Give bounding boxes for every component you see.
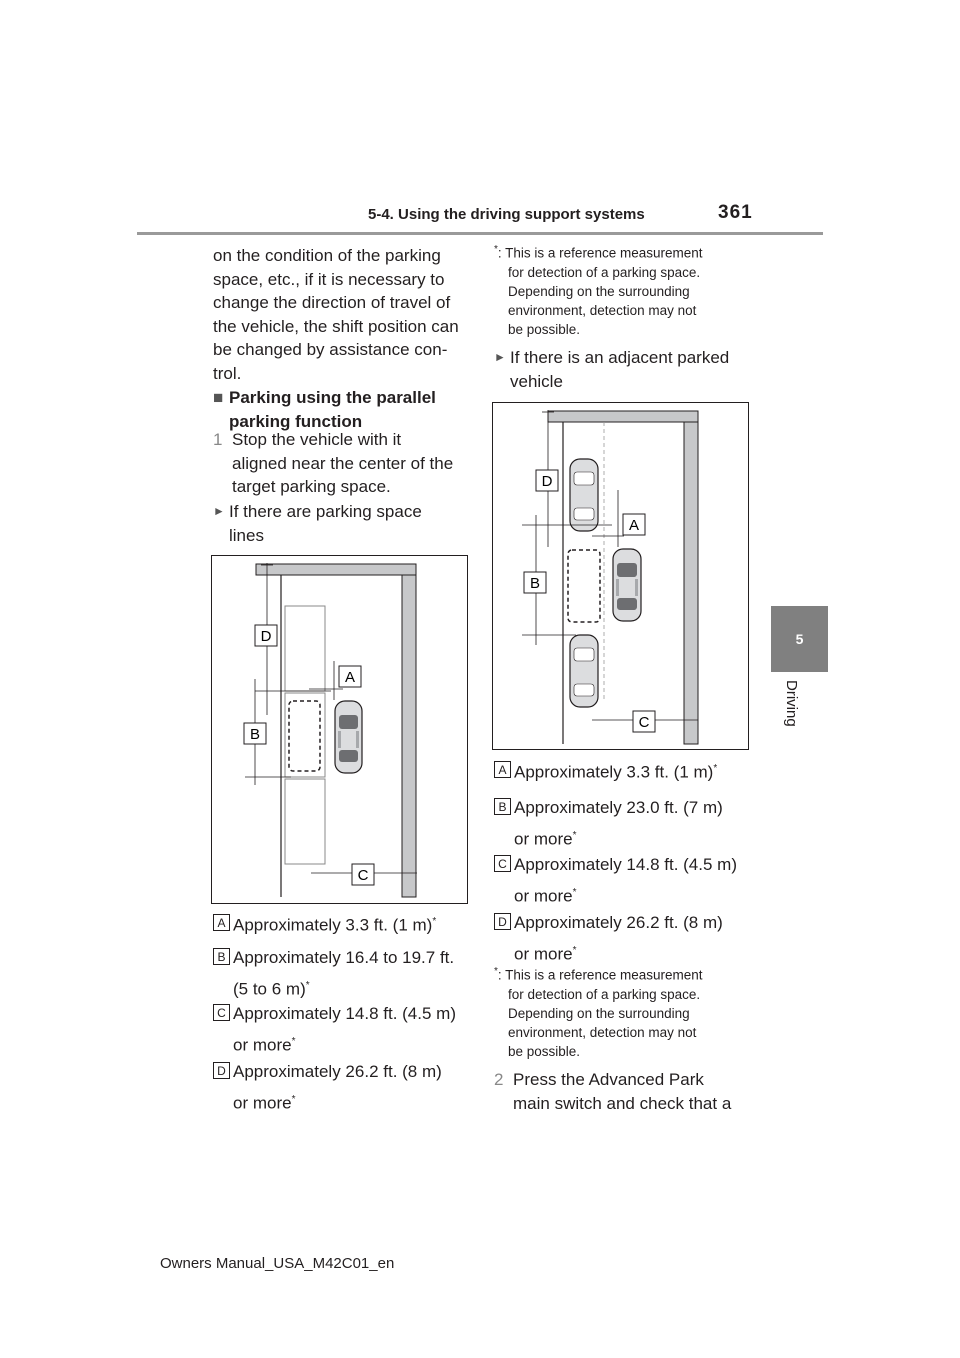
legend-item-c xyxy=(213,996,463,1054)
figure-label-b: B xyxy=(529,575,541,592)
legend-text: Approximately 3.3 ft. (1 m) xyxy=(514,762,714,782)
case-line: lines xyxy=(229,525,264,545)
figure-label-a: A xyxy=(344,669,356,686)
footnote-marker: * xyxy=(572,945,577,956)
footnote-line: : This is a reference measurement xyxy=(497,967,703,983)
chapter-label: Driving xyxy=(783,680,800,727)
footnote-line: be possible. xyxy=(508,1043,581,1059)
footnote-line: : This is a reference measurement xyxy=(497,245,703,261)
legend-text: or more xyxy=(514,944,573,964)
legend-item-b xyxy=(213,939,463,999)
legend-key: D xyxy=(213,1062,230,1079)
legend-text: Approximately 23.0 ft. (7 m) xyxy=(514,798,723,817)
intro-line: trol. xyxy=(213,363,242,383)
footnote-line: Depending on the surrounding xyxy=(508,283,690,299)
car-icon xyxy=(335,701,362,773)
footnote-marker: * xyxy=(291,1036,296,1047)
case-line: If there is an adjacent parked xyxy=(510,348,730,367)
legend-left xyxy=(213,910,463,1112)
step-number: 2 xyxy=(494,1070,504,1089)
figure-label-d: D xyxy=(260,628,272,645)
case-line: If there are parking space xyxy=(229,502,422,521)
chapter-number: 5 xyxy=(795,631,804,647)
car-icon xyxy=(570,459,598,531)
legend-text: (5 to 6 m) xyxy=(233,979,306,999)
legend-text: or more xyxy=(514,886,573,906)
legend-item-a xyxy=(213,910,463,933)
footnote-marker: * xyxy=(432,916,437,927)
intro-line: on the condition of the parking xyxy=(213,246,441,265)
legend-text: Approximately 26.2 ft. (8 m) xyxy=(233,1062,442,1081)
legend-key: A xyxy=(494,761,511,778)
legend-text: or more xyxy=(233,1093,292,1113)
section-heading xyxy=(213,386,436,433)
step-line: Stop the vehicle with it xyxy=(232,430,402,449)
intro-line: space, etc., if it is necessary to xyxy=(213,269,445,289)
footnote-marker: * xyxy=(494,966,498,977)
page-number: 361 xyxy=(718,202,753,223)
triangle-bullet-icon: ► xyxy=(213,504,225,518)
footnote-marker: * xyxy=(305,980,310,991)
intro-line: be changed by assistance con- xyxy=(213,340,448,359)
footnote-bottom xyxy=(494,962,754,1061)
legend-item-d xyxy=(213,1054,463,1112)
legend-item-b xyxy=(494,789,754,847)
intro-paragraph xyxy=(213,244,459,385)
footnote-line: Depending on the surrounding xyxy=(508,1005,690,1021)
footnote-marker: * xyxy=(572,887,577,898)
case-parking-lines xyxy=(213,500,422,547)
figure-label-a: A xyxy=(628,517,640,534)
header-rule xyxy=(137,232,823,235)
step-line: Press the Advanced Park xyxy=(513,1070,704,1089)
heading-line: parking function xyxy=(229,411,363,431)
car-icon xyxy=(613,549,641,621)
legend-key: B xyxy=(494,798,511,815)
chapter-tab xyxy=(771,606,828,672)
footnote-line: for detection of a parking space. xyxy=(508,264,701,280)
heading-marker: ■ xyxy=(213,388,224,407)
footer-text: Owners Manual_USA_M42C01_en xyxy=(160,1255,395,1272)
legend-text: Approximately 14.8 ft. (4.5 m) xyxy=(514,855,737,874)
heading-line: Parking using the parallel xyxy=(229,388,436,407)
legend-key: C xyxy=(213,1004,230,1021)
section-title: 5-4. Using the driving support systems xyxy=(368,206,645,223)
figure-label-d: D xyxy=(541,473,553,490)
step-1 xyxy=(213,428,453,499)
intro-line: change the direction of travel of xyxy=(213,293,451,312)
step-line: main switch and check that a xyxy=(513,1093,732,1113)
figure-parking-lines xyxy=(211,555,468,904)
car-icon xyxy=(570,635,598,707)
figure-label-c: C xyxy=(357,867,369,884)
intro-line: the vehicle, the shift position can xyxy=(213,316,459,336)
legend-text: or more xyxy=(514,829,573,849)
legend-text: Approximately 16.4 to 19.7 ft. xyxy=(233,948,455,967)
footnote-marker: * xyxy=(572,830,577,841)
figure-label-b: B xyxy=(249,726,261,743)
footnote-marker: * xyxy=(291,1094,296,1105)
footnote-line: environment, detection may not xyxy=(508,302,697,318)
footnote-marker: * xyxy=(494,244,498,255)
legend-key: A xyxy=(213,914,230,931)
figure-adjacent-vehicle xyxy=(492,402,749,750)
legend-text: Approximately 3.3 ft. (1 m) xyxy=(233,915,433,935)
legend-text: or more xyxy=(233,1035,292,1055)
legend-item-d xyxy=(494,905,754,963)
legend-text: Approximately 26.2 ft. (8 m) xyxy=(514,913,723,932)
legend-right xyxy=(494,757,754,963)
footnote-line: for detection of a parking space. xyxy=(508,986,701,1002)
case-adjacent-vehicle xyxy=(494,346,729,393)
legend-item-c xyxy=(494,847,754,905)
step-line: target parking space. xyxy=(232,477,391,496)
legend-item-a xyxy=(494,757,754,780)
legend-key: C xyxy=(494,855,511,872)
step-number: 1 xyxy=(213,430,223,449)
footnote-marker: * xyxy=(713,763,718,774)
legend-key: B xyxy=(213,948,230,965)
step-2 xyxy=(494,1068,731,1115)
triangle-bullet-icon: ► xyxy=(494,350,506,364)
step-line: aligned near the center of the xyxy=(232,453,454,473)
footnote-line: be possible. xyxy=(508,321,581,337)
footnote-line: environment, detection may not xyxy=(508,1024,697,1040)
footnote-top xyxy=(494,240,754,339)
case-line: vehicle xyxy=(510,371,563,391)
figure-label-c: C xyxy=(638,714,650,731)
legend-key: D xyxy=(494,913,511,930)
legend-text: Approximately 14.8 ft. (4.5 m) xyxy=(233,1004,456,1023)
